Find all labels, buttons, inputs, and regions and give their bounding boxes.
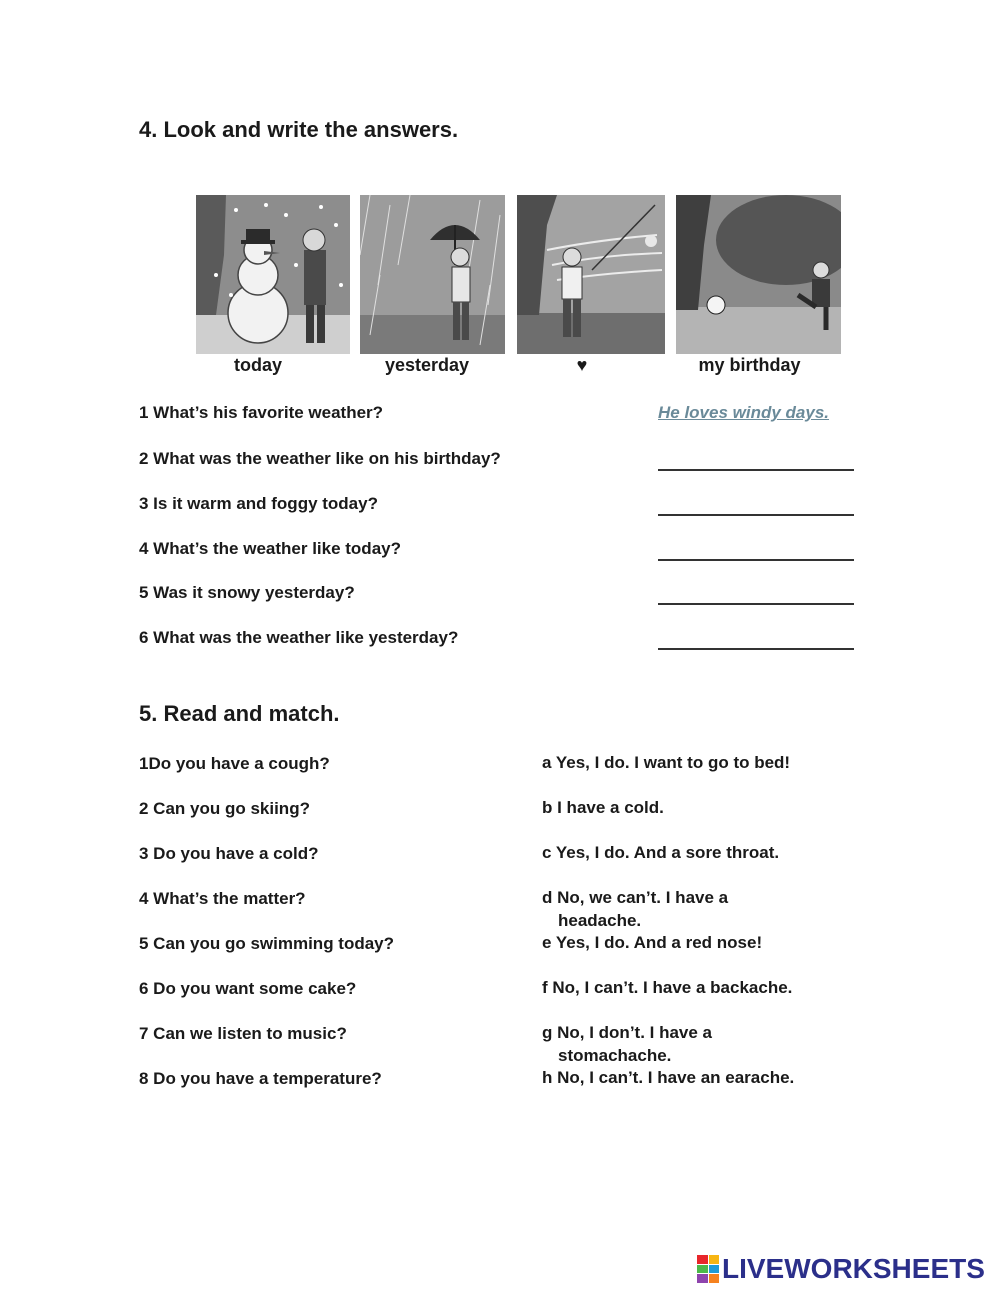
match-question-3: 3 Do you have a cold? [139, 844, 319, 863]
match-answer-d-text-cont: headache. [558, 911, 642, 930]
logo-mark-icon [697, 1255, 719, 1283]
snowy-picture [196, 195, 350, 354]
logo-text: LIVEWORKSHEETS [722, 1253, 985, 1284]
section-5-heading: 5. Read and match. [139, 701, 340, 726]
question-1: 1 What’s his favorite weather? [139, 403, 384, 422]
match-answer-f-text: f No, I can’t. I have a backache. [542, 978, 793, 997]
match-answer-b [542, 796, 862, 819]
match-question-8: 8 Do you have a temperature? [139, 1069, 382, 1088]
caption-today: today [233, 355, 282, 375]
question-6: 6 What was the weather like yesterday? [139, 628, 459, 647]
match-question-7: 7 Can we listen to music? [139, 1024, 347, 1043]
caption-heart: ♥ [576, 355, 588, 375]
match-question-6: 6 Do you want some cake? [139, 979, 357, 998]
question-2: 2 What was the weather like on his birthday? [139, 449, 501, 468]
windy-picture [517, 195, 665, 354]
caption-yesterday: yesterday [384, 355, 470, 375]
match-answer-a-text: a Yes, I do. I want to go to bed! [542, 753, 791, 772]
answer-1-example: He loves windy days. [658, 403, 830, 422]
question-3: 3 Is it warm and foggy today? [139, 494, 378, 513]
answer-2-field[interactable] [658, 449, 854, 471]
match-answer-d-text: d No, we can’t. I have a [542, 888, 729, 907]
match-answer-e-text: e Yes, I do. And a red nose! [542, 933, 763, 952]
question-4: 4 What’s the weather like today? [139, 539, 401, 558]
match-answer-d [542, 886, 862, 932]
match-answer-h-text: h No, I can’t. I have an earache. [542, 1068, 795, 1087]
liveworksheets-logo[interactable] [697, 1252, 985, 1286]
match-answer-g-text: g No, I don’t. I have a [542, 1023, 713, 1042]
match-answer-e [542, 931, 862, 954]
match-question-4: 4 What’s the matter? [139, 889, 306, 908]
rainy-picture [360, 195, 505, 354]
answer-5-field[interactable] [658, 583, 854, 605]
match-answer-a [542, 751, 862, 774]
sunny-park-picture [676, 195, 841, 354]
match-answer-h [542, 1066, 862, 1089]
answer-6-field[interactable] [658, 628, 854, 650]
match-question-1: 1Do you have a cough? [139, 754, 330, 773]
question-5: 5 Was it snowy yesterday? [139, 583, 355, 602]
match-answer-g [542, 1021, 862, 1067]
match-question-5: 5 Can you go swimming today? [139, 934, 395, 953]
caption-my-birthday: my birthday [698, 355, 801, 375]
answer-3-field[interactable] [658, 494, 854, 516]
match-answer-c [542, 841, 862, 864]
match-question-2: 2 Can you go skiing? [139, 799, 310, 818]
answer-4-field[interactable] [658, 539, 854, 561]
match-answer-f [542, 976, 862, 999]
section-4-heading: 4. Look and write the answers. [139, 117, 459, 142]
match-answer-c-text: c Yes, I do. And a sore throat. [542, 843, 780, 862]
match-answer-b-text: b I have a cold. [542, 798, 664, 817]
match-answer-g-text-cont: stomachache. [558, 1046, 672, 1065]
